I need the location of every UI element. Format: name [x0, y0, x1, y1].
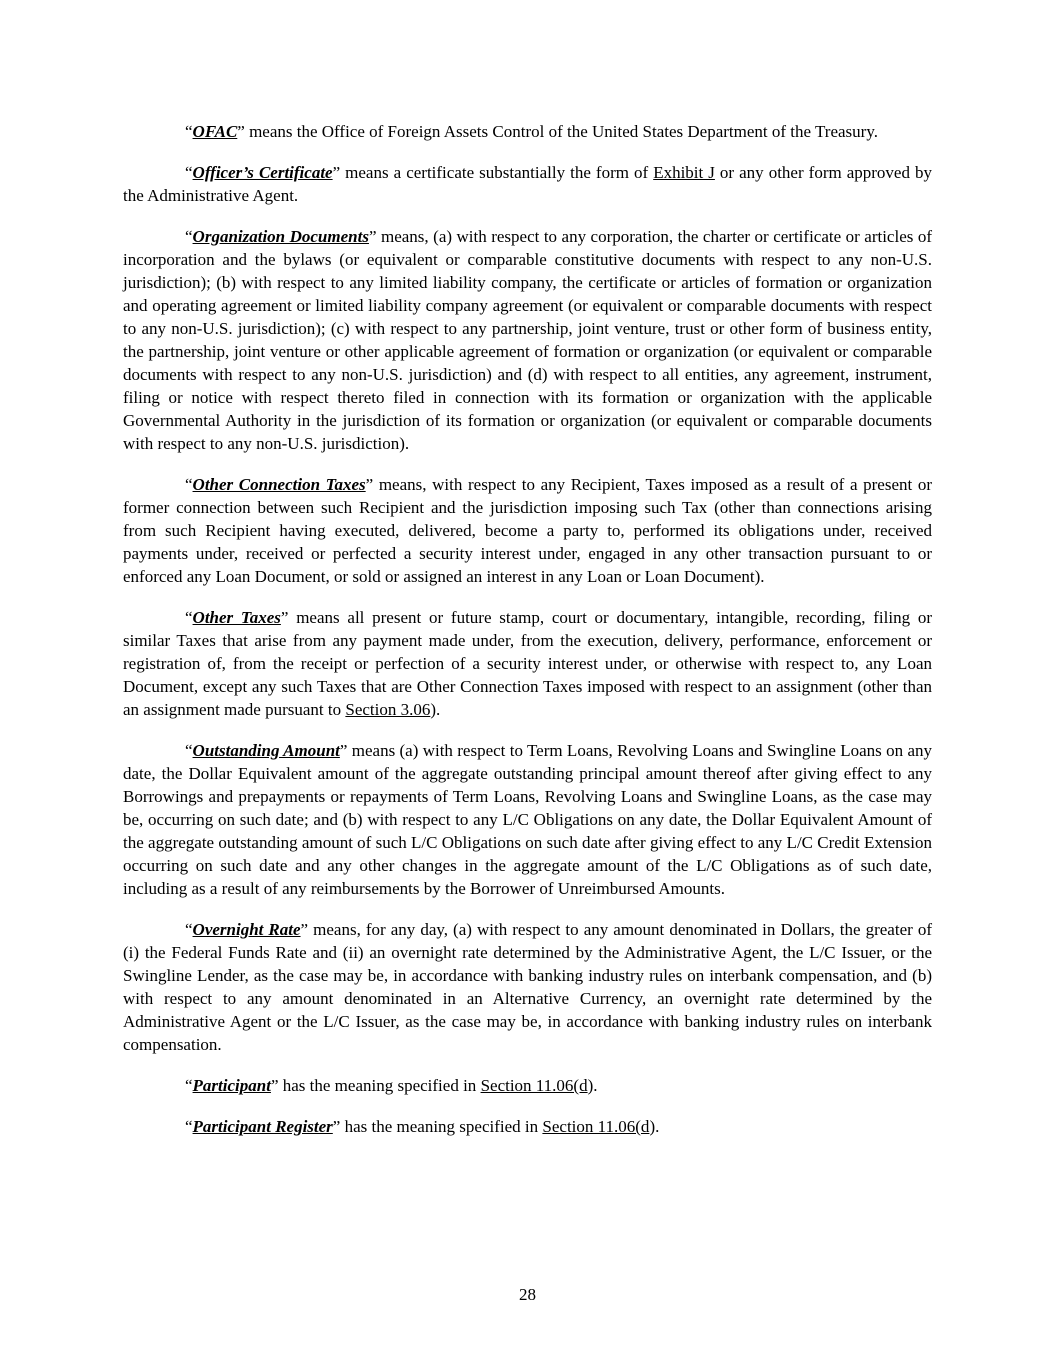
definition-paragraph — [123, 473, 932, 588]
body-text: “ — [185, 1117, 193, 1136]
defined-term: Organization Documents — [192, 227, 369, 246]
body-text: “ — [185, 227, 193, 246]
page-footer — [0, 1285, 1055, 1305]
body-text: “ — [185, 741, 193, 760]
body-text: “ — [185, 608, 193, 627]
body-text: ” means, with respect to any Recipient, Taxes imposed as a result of a present or former connection between such Recipient and the jurisdiction imposing such Tax (other than connections arising from such Recipient having executed, delivered, become a party to, performed its obligations under, received payments under, received or perfected a security interest under, engaged in any other transaction pursuant to or enforced any Loan Document, or sold or assigned an interest in any Loan or Loan Document). — [123, 475, 932, 586]
body-text: “ — [185, 122, 193, 141]
defined-term: Outstanding Amount — [192, 741, 340, 760]
defined-term: Officer’s Certificate — [192, 163, 333, 182]
cross-reference: Exhibit J — [653, 163, 715, 182]
cross-reference: Section 3.06 — [345, 700, 431, 719]
body-text: or any other form approved by the Administrative Agent. — [123, 163, 933, 205]
body-text: ” means (a) with respect to Term Loans, Revolving Loans and Swingline Loans on any date, the Dollar Equivalent amount of the aggregate outstanding principal amount thereof after giving effect to any Borrowings and prepayments or repayments of Term Loans, Revolving Loans and Swingline Loans, as the case may be, occurring on such date; and (b) with respect to any L/C Obligations on any date, the Dollar Equivalent Amount of the aggregate outstanding amount of such L/C Obligations on such date after giving effect to any L/C Credit Extension occurring on such date and any other changes in the aggregate amount of the L/C Obligations as of such date, including as a result of any reimbursements by the Borrower of Unreimbursed Amounts. — [123, 741, 932, 898]
body-text: ” means, (a) with respect to any corporation, the charter or certificate or articles of incorporation and the bylaws (or equivalent or comparable constitutive documents with respect to any non-U.S. jurisdiction); (b) with respect to any limited liability company, the certificate or articles of formation or organization and operating agreement or limited liability company agreement (or equivalent or comparable documents with respect to any non-U.S. jurisdiction); (c) with respect to any partnership, joint venture, trust or other form of business entity, the partnership, joint venture or other applicable agreement of formation or organization (or equivalent or comparable documents with respect to any non-U.S. jurisdiction) and (d) with respect to all entities, any agreement, instrument, filing or notice with respect thereto filed in connection with its formation or organization with the applicable Governmental Authority in the jurisdiction of its formation or organization (or equivalent or comparable documents with respect to any non-U.S. jurisdiction). — [123, 227, 932, 453]
defined-term: Participant Register — [192, 1117, 333, 1136]
body-text: ” means the Office of Foreign Assets Control of the United States Department of the Treasury. — [237, 122, 878, 141]
defined-term: OFAC — [192, 122, 238, 141]
body-text: ” means, for any day, (a) with respect to any amount denominated in Dollars, the greater of (i) the Federal Funds Rate and (ii) an overnight rate determined by the Administrative Agent, the L/C Issuer, or the Swingline Lender, as the case may be, in accordance with banking industry rules on interbank compensation, and (b) with respect to any amount denominated in an Alternative Currency, an overnight rate determined by the Administrative Agent or the L/C Issuer, as the case may be, in accordance with banking industry rules on interbank compensation. — [123, 920, 932, 1054]
body-text: ). — [649, 1117, 660, 1136]
definition-paragraph — [123, 161, 932, 207]
body-text: “ — [185, 475, 193, 494]
cross-reference: Section 11.06(d — [542, 1117, 650, 1136]
definition-paragraph — [123, 918, 932, 1056]
body-text: ” has the meaning specified in — [270, 1076, 481, 1095]
body-text: ” has the meaning specified in — [332, 1117, 543, 1136]
body-text: ” means a certificate substantially the form of — [332, 163, 654, 182]
body-text: “ — [185, 920, 193, 939]
defined-term: Other Connection Taxes — [192, 475, 366, 494]
definition-paragraph — [123, 1074, 932, 1097]
definition-paragraph — [123, 1115, 932, 1138]
body-text: ” means all present or future stamp, court or documentary, intangible, recording, filing or similar Taxes that arise from any payment made under, from the execution, delivery, performance, enforcement or registration of, from the receipt or perfection of a security interest under, or otherwise with respect to, any Loan Document, except any such Taxes that are Other Connection Taxes imposed with respect to an assignment (other than an assignment made pursuant to — [123, 608, 932, 719]
document-body — [123, 120, 932, 1156]
body-text: ). — [430, 700, 441, 719]
definition-paragraph — [123, 120, 932, 143]
body-text: “ — [185, 163, 193, 182]
defined-term: Participant — [192, 1076, 271, 1095]
defined-term: Other Taxes — [192, 608, 281, 627]
definition-paragraph — [123, 606, 932, 721]
body-text: ). — [587, 1076, 598, 1095]
defined-term: Overnight Rate — [192, 920, 301, 939]
definition-paragraph — [123, 739, 932, 900]
page-number: 28 — [519, 1285, 536, 1304]
body-text: “ — [185, 1076, 193, 1095]
definition-paragraph — [123, 225, 932, 455]
cross-reference: Section 11.06(d — [480, 1076, 588, 1095]
